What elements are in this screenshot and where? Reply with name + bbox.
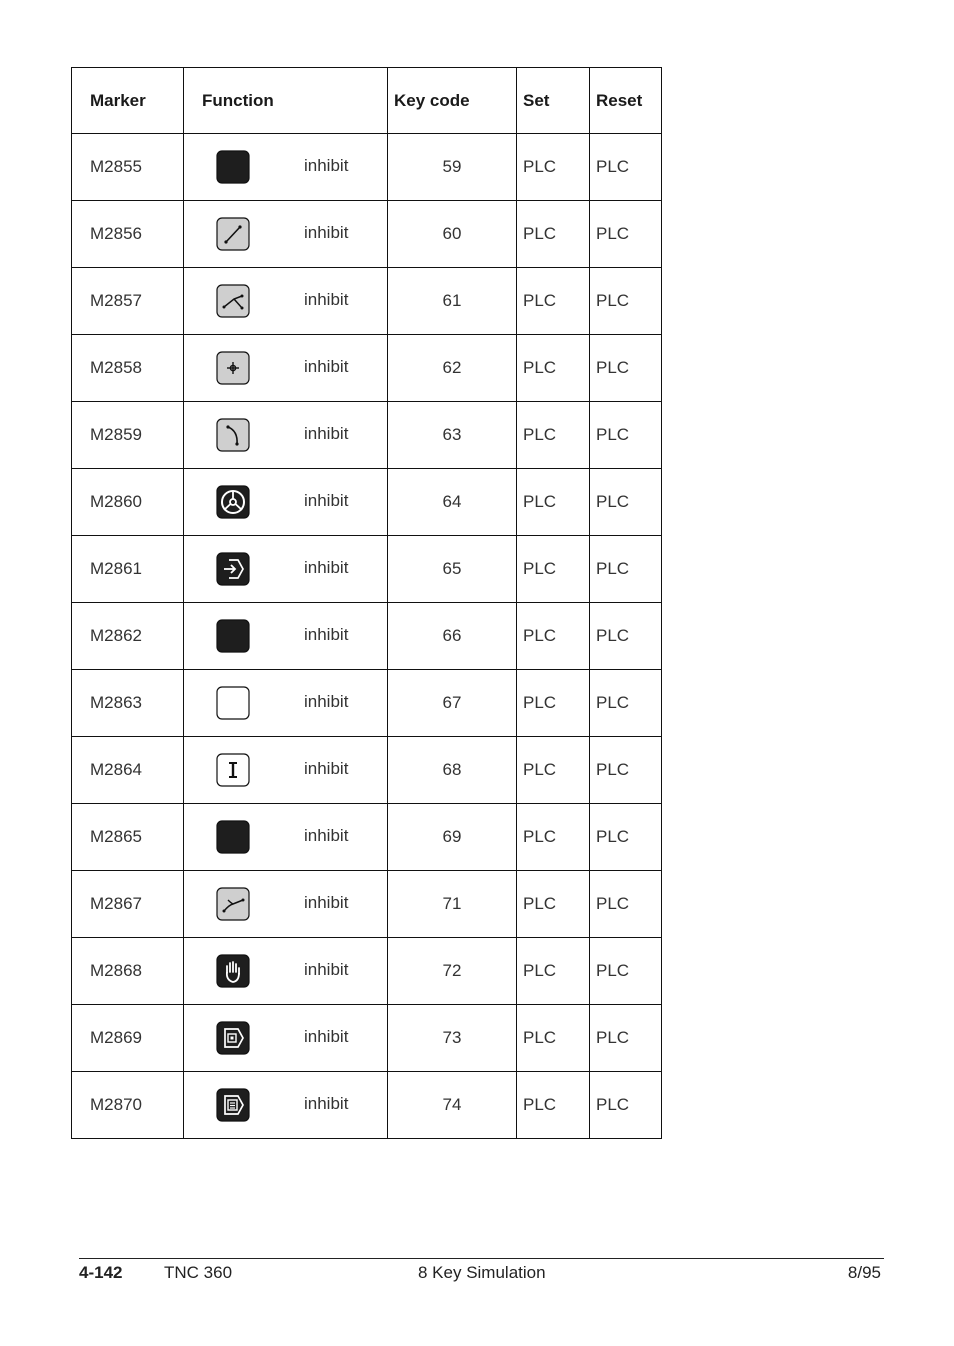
marker-cell: M2859	[72, 402, 184, 469]
key-code-cell: 64	[388, 469, 517, 536]
header-function: Function	[184, 68, 388, 134]
table-row	[72, 201, 662, 268]
table-row	[72, 603, 662, 670]
table-header-row	[72, 68, 662, 134]
function-label: inhibit	[304, 1094, 349, 1113]
table-row	[72, 804, 662, 871]
marker-cell: M2861	[72, 536, 184, 603]
line-path-key-icon	[216, 217, 250, 251]
marker-cell: M2870	[72, 1072, 184, 1139]
key-code-cell: 72	[388, 938, 517, 1005]
function-label: inhibit	[304, 625, 349, 644]
circular-path-key-icon	[216, 418, 250, 452]
manual-hand-key-icon	[216, 954, 250, 988]
key-code-cell: 73	[388, 1005, 517, 1072]
function-cell	[184, 737, 388, 804]
function-cell	[184, 402, 388, 469]
blank-dark-key-icon	[216, 150, 250, 184]
marker-cell: M2867	[72, 871, 184, 938]
blank-dark-key-icon	[216, 619, 250, 653]
reset-cell: PLC	[590, 402, 662, 469]
function-label: inhibit	[304, 759, 349, 778]
key-code-cell: 61	[388, 268, 517, 335]
footer-rule	[79, 1258, 884, 1259]
reset-cell: PLC	[590, 201, 662, 268]
function-cell	[184, 201, 388, 268]
reset-cell: PLC	[590, 804, 662, 871]
header-reset: Reset	[590, 68, 662, 134]
reset-cell: PLC	[590, 603, 662, 670]
reset-cell: PLC	[590, 536, 662, 603]
footer-date: 8/95	[847, 1263, 881, 1282]
marker-cell: M2869	[72, 1005, 184, 1072]
marker-cell: M2863	[72, 670, 184, 737]
round-path-key-icon	[216, 887, 250, 921]
set-cell: PLC	[517, 670, 590, 737]
reset-cell: PLC	[590, 670, 662, 737]
header-set: Set	[517, 68, 590, 134]
function-cell	[184, 1072, 388, 1139]
key-simulation-table	[71, 67, 662, 1139]
key-code-cell: 71	[388, 871, 517, 938]
blank-dark-key-icon	[216, 820, 250, 854]
function-label: inhibit	[304, 491, 349, 510]
circle-center-key-icon	[216, 351, 250, 385]
marker-cell: M2864	[72, 737, 184, 804]
reset-cell: PLC	[590, 335, 662, 402]
marker-cell: M2855	[72, 134, 184, 201]
table-body	[72, 134, 662, 1139]
handwheel-key-icon	[216, 485, 250, 519]
set-cell: PLC	[517, 402, 590, 469]
marker-cell: M2857	[72, 268, 184, 335]
full-sequence-key-icon	[216, 1088, 250, 1122]
marker-cell: M2865	[72, 804, 184, 871]
function-label: inhibit	[304, 558, 349, 577]
function-label: inhibit	[304, 826, 349, 845]
function-label: inhibit	[304, 1027, 349, 1046]
reset-cell: PLC	[590, 871, 662, 938]
set-cell: PLC	[517, 871, 590, 938]
function-cell	[184, 804, 388, 871]
set-cell: PLC	[517, 201, 590, 268]
key-code-cell: 59	[388, 134, 517, 201]
function-label: inhibit	[304, 156, 349, 175]
function-cell	[184, 871, 388, 938]
function-cell	[184, 1005, 388, 1072]
info-i-key-icon	[216, 753, 250, 787]
key-code-cell: 65	[388, 536, 517, 603]
function-label: inhibit	[304, 960, 349, 979]
function-cell	[184, 536, 388, 603]
set-cell: PLC	[517, 1072, 590, 1139]
set-cell: PLC	[517, 469, 590, 536]
key-code-cell: 67	[388, 670, 517, 737]
function-cell	[184, 603, 388, 670]
function-label: inhibit	[304, 357, 349, 376]
set-cell: PLC	[517, 134, 590, 201]
table-row	[72, 134, 662, 201]
reset-cell: PLC	[590, 1072, 662, 1139]
key-code-cell: 68	[388, 737, 517, 804]
function-cell	[184, 335, 388, 402]
key-code-cell: 60	[388, 201, 517, 268]
function-label: inhibit	[304, 424, 349, 443]
marker-cell: M2858	[72, 335, 184, 402]
reset-cell: PLC	[590, 469, 662, 536]
function-cell	[184, 469, 388, 536]
reset-cell: PLC	[590, 268, 662, 335]
table-row	[72, 536, 662, 603]
function-cell	[184, 938, 388, 1005]
key-code-cell: 69	[388, 804, 517, 871]
key-code-cell: 63	[388, 402, 517, 469]
marker-cell: M2862	[72, 603, 184, 670]
function-label: inhibit	[304, 223, 349, 242]
header-marker: Marker	[72, 68, 184, 134]
footer-product: TNC 360	[164, 1263, 233, 1282]
set-cell: PLC	[517, 804, 590, 871]
table-row	[72, 1005, 662, 1072]
table-row	[72, 1072, 662, 1139]
table-row	[72, 335, 662, 402]
reset-cell: PLC	[590, 134, 662, 201]
footer-page-number: 4-142	[79, 1263, 123, 1282]
function-cell	[184, 134, 388, 201]
function-label: inhibit	[304, 290, 349, 309]
function-label: inhibit	[304, 893, 349, 912]
chamfer-key-icon	[216, 284, 250, 318]
set-cell: PLC	[517, 536, 590, 603]
footer-chapter: 8 Key Simulation	[418, 1263, 546, 1282]
marker-cell: M2856	[72, 201, 184, 268]
set-cell: PLC	[517, 737, 590, 804]
table-row	[72, 402, 662, 469]
table-row	[72, 268, 662, 335]
table-row	[72, 871, 662, 938]
blank-light-key-icon	[216, 686, 250, 720]
function-label: inhibit	[304, 692, 349, 711]
set-cell: PLC	[517, 603, 590, 670]
set-cell: PLC	[517, 268, 590, 335]
position-transfer-key-icon	[216, 552, 250, 586]
reset-cell: PLC	[590, 1005, 662, 1072]
reset-cell: PLC	[590, 737, 662, 804]
single-block-key-icon	[216, 1021, 250, 1055]
key-code-cell: 62	[388, 335, 517, 402]
key-code-cell: 66	[388, 603, 517, 670]
table-row	[72, 670, 662, 737]
marker-cell: M2868	[72, 938, 184, 1005]
function-cell	[184, 268, 388, 335]
header-key-code: Key code	[388, 68, 517, 134]
table-row	[72, 938, 662, 1005]
set-cell: PLC	[517, 1005, 590, 1072]
set-cell: PLC	[517, 335, 590, 402]
function-cell	[184, 670, 388, 737]
table-row	[72, 469, 662, 536]
marker-cell: M2860	[72, 469, 184, 536]
table-row	[72, 737, 662, 804]
key-code-cell: 74	[388, 1072, 517, 1139]
reset-cell: PLC	[590, 938, 662, 1005]
set-cell: PLC	[517, 938, 590, 1005]
